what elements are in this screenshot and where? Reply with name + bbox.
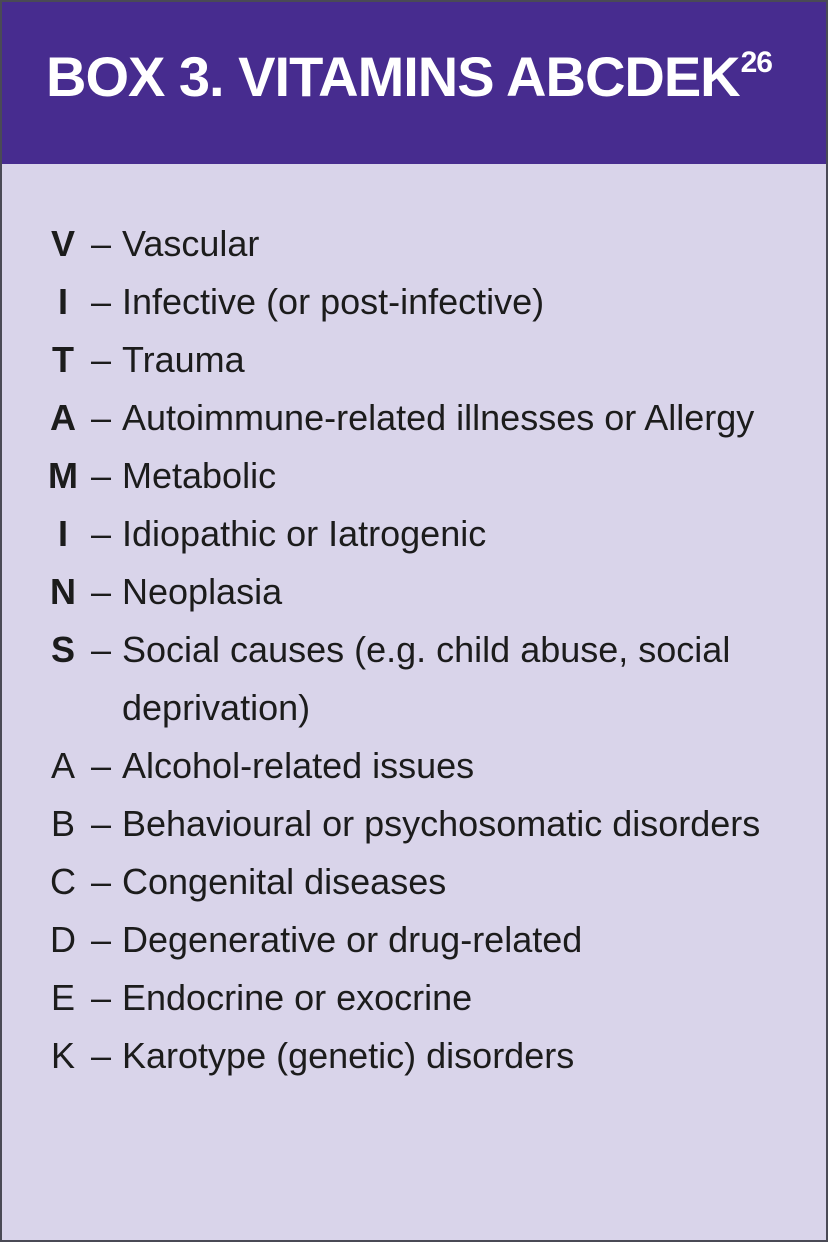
mnemonic-item — [46, 911, 782, 969]
mnemonic-letter: M — [48, 455, 78, 496]
mnemonic-description: Endocrine or exocrine — [122, 977, 473, 1018]
mnemonic-letter: E — [50, 977, 75, 1018]
box-title-text: BOX 3. VITAMINS ABCDEK — [46, 45, 740, 108]
mnemonic-dash: – — [90, 919, 112, 960]
mnemonic-description: Metabolic — [122, 455, 277, 496]
mnemonic-description: Trauma — [122, 339, 245, 380]
mnemonic-item — [46, 853, 782, 911]
mnemonic-letter: A — [50, 745, 75, 786]
mnemonic-dash: – — [90, 223, 112, 264]
mnemonic-letter: V — [50, 223, 75, 264]
mnemonic-item — [46, 389, 782, 447]
mnemonic-description: Neoplasia — [122, 571, 283, 612]
mnemonic-letter: I — [57, 513, 68, 554]
mnemonic-dash: – — [90, 513, 112, 554]
mnemonic-description: Karotype (genetic) disorders — [122, 1035, 575, 1076]
mnemonic-letter: N — [50, 571, 76, 612]
mnemonic-item — [46, 331, 782, 389]
mnemonic-letter: D — [50, 919, 76, 960]
mnemonic-letter: B — [50, 803, 75, 844]
mnemonic-item — [46, 215, 782, 273]
mnemonic-item — [46, 273, 782, 331]
mnemonic-description: Behavioural or psychosomatic disorders — [122, 803, 761, 844]
mnemonic-item — [46, 621, 782, 737]
mnemonic-dash: – — [90, 281, 112, 322]
mnemonic-dash: – — [90, 629, 112, 670]
mnemonic-item — [46, 969, 782, 1027]
mnemonic-dash: – — [90, 571, 112, 612]
mnemonic-dash: – — [90, 339, 112, 380]
mnemonic-dash: – — [90, 803, 112, 844]
mnemonic-dash: – — [90, 397, 112, 438]
mnemonic-dash: – — [90, 977, 112, 1018]
mnemonic-dash: – — [90, 1035, 112, 1076]
mnemonic-letter: I — [57, 281, 68, 322]
mnemonic-description: Infective (or post-infective) — [122, 281, 545, 322]
title-reference: 26 — [740, 46, 772, 79]
mnemonic-item — [46, 505, 782, 563]
mnemonic-description: Idiopathic or Iatrogenic — [122, 513, 487, 554]
mnemonic-letter: A — [50, 397, 76, 438]
mnemonic-letter: K — [50, 1035, 75, 1076]
mnemonic-item — [46, 447, 782, 505]
mnemonic-description: Degenerative or drug-related — [122, 919, 583, 960]
mnemonic-letter: S — [50, 629, 75, 670]
mnemonic-letter: C — [50, 861, 76, 902]
mnemonic-description: Alcohol-related issues — [122, 745, 475, 786]
mnemonic-item — [46, 1027, 782, 1085]
mnemonic-dash: – — [90, 455, 112, 496]
box-header — [2, 2, 826, 164]
mnemonic-description: Vascular — [122, 223, 260, 264]
mnemonic-dash: – — [90, 861, 112, 902]
mnemonic-list — [46, 215, 782, 1085]
mnemonic-letter: T — [52, 339, 74, 380]
mnemonic-dash: – — [90, 745, 112, 786]
mnemonic-description: Social causes (e.g. child abuse, social deprivation) — [122, 629, 731, 728]
mnemonic-item — [46, 563, 782, 621]
mnemonic-item — [46, 795, 782, 853]
mnemonic-description: Autoimmune-related illnesses or Allergy — [122, 397, 755, 438]
mnemonic-item — [46, 737, 782, 795]
mnemonic-description: Congenital diseases — [122, 861, 447, 902]
box-title — [46, 45, 826, 108]
